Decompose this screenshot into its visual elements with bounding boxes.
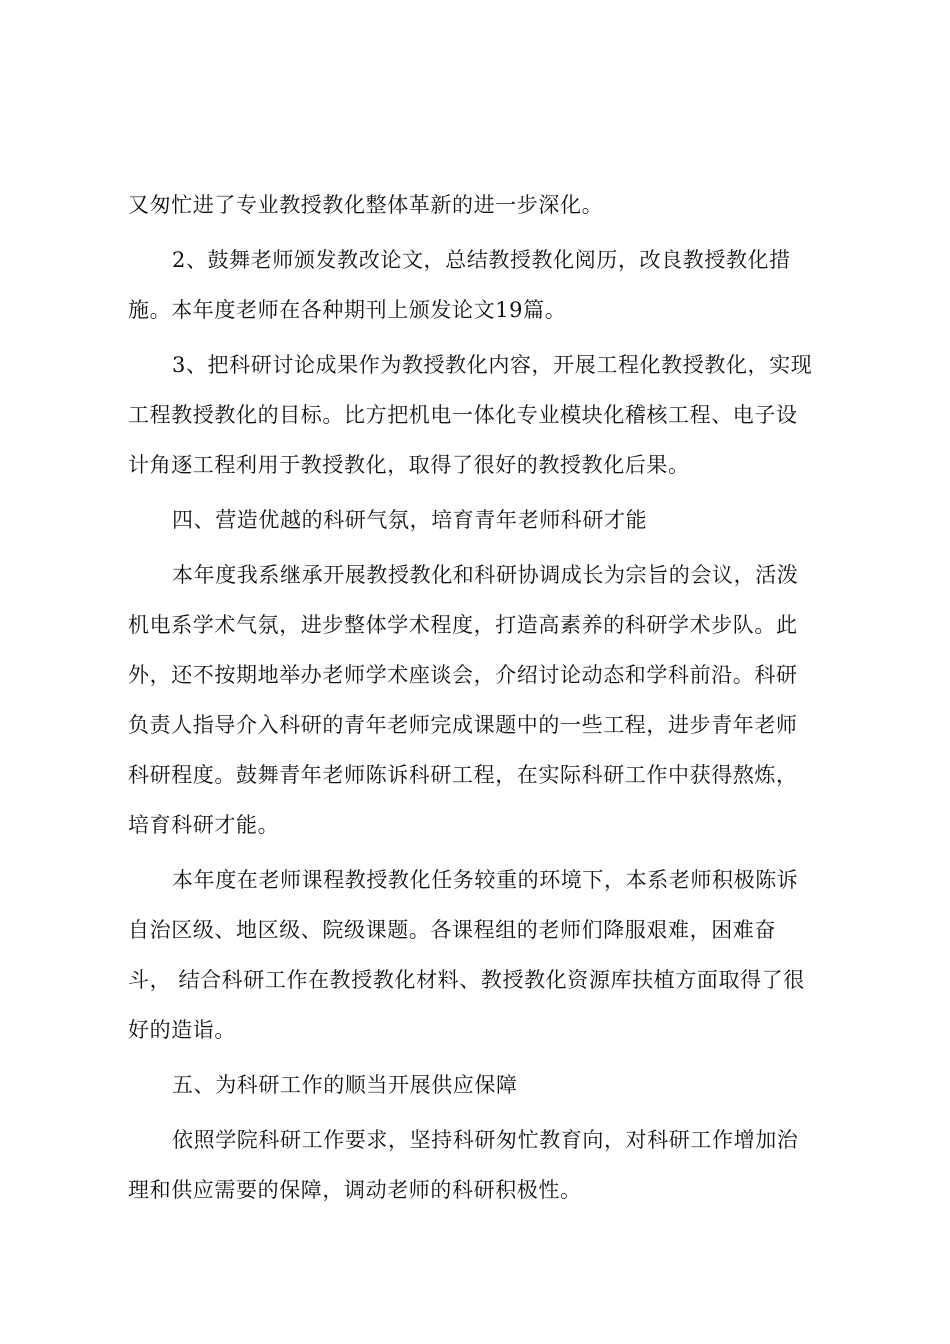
text-line: 斗， 结合科研工作在教授教化材料、教授教化资源库扶植方面取得了很 xyxy=(128,968,805,992)
text-line: 工程教授教化的目标。比方把机电一体化专业模块化稽核工程、电子设 xyxy=(128,403,798,427)
paragraph-section-5 xyxy=(128,1115,833,1215)
text-line: 培育科研才能。 xyxy=(128,813,280,837)
text-line: 机电系学术气氛，进步整体学术程度，打造高素养的科研学术步队。此 xyxy=(128,613,798,637)
section-heading-5 xyxy=(128,1060,833,1110)
text-line: 理和供应需要的保障，调动老师的科研积极性。 xyxy=(128,1178,582,1202)
text-line: 负责人指导介入科研的青年老师完成课题中的一些工程，进步青年老师 xyxy=(128,713,798,737)
text-line: 3、把科研讨论成果作为教授教化内容，开展工程化教授教化，实现 xyxy=(172,353,813,377)
section-heading-4 xyxy=(128,495,833,545)
text-line: 外，还不按期地举办老师学术座谈会，介绍讨论动态和学科前沿。科研 xyxy=(128,663,798,687)
text-line: 计角逐工程利用于教授教化，取得了很好的教授教化后果。 xyxy=(128,453,690,477)
paragraph-item-2 xyxy=(128,235,833,335)
heading-line: 四、营造优越的科研气氛，培育青年老师科研才能 xyxy=(172,508,648,532)
paragraph-section-4a xyxy=(128,550,833,850)
paragraph-section-4b xyxy=(128,855,833,1055)
text-line: 2、鼓舞老师颁发教改论文，总结教授教化阅历，改良教授教化措 xyxy=(172,248,791,272)
text-line: 科研程度。鼓舞青年老师陈诉科研工程，在实际科研工作中获得熬炼， xyxy=(128,763,798,787)
heading-line: 五、为科研工作的顺当开展供应保障 xyxy=(172,1073,518,1097)
document-body xyxy=(128,180,833,1215)
paragraph-item-3 xyxy=(128,340,833,490)
text-line: 本年度在老师课程教授教化任务较重的环境下，本系老师积极陈诉 xyxy=(172,868,799,892)
text-line: 施。本年度老师在各种期刊上颁发论文19篇。 xyxy=(128,298,567,322)
text-line: 好的造诣。 xyxy=(128,1018,236,1042)
text-line: 依照学院科研工作要求，坚持科研匆忙教育向，对科研工作增加治 xyxy=(172,1128,799,1152)
text-line: 本年度我系继承开展教授教化和科研协调成长为宗旨的会议，活泼 xyxy=(172,563,799,587)
text-line: 自治区级、地区级、院级课题。各课程组的老师们降服艰难，困难奋 xyxy=(128,918,776,942)
text-line: 又匆忙进了专业教授教化整体革新的进一步深化。 xyxy=(128,193,604,217)
paragraph-continuation xyxy=(128,180,833,230)
